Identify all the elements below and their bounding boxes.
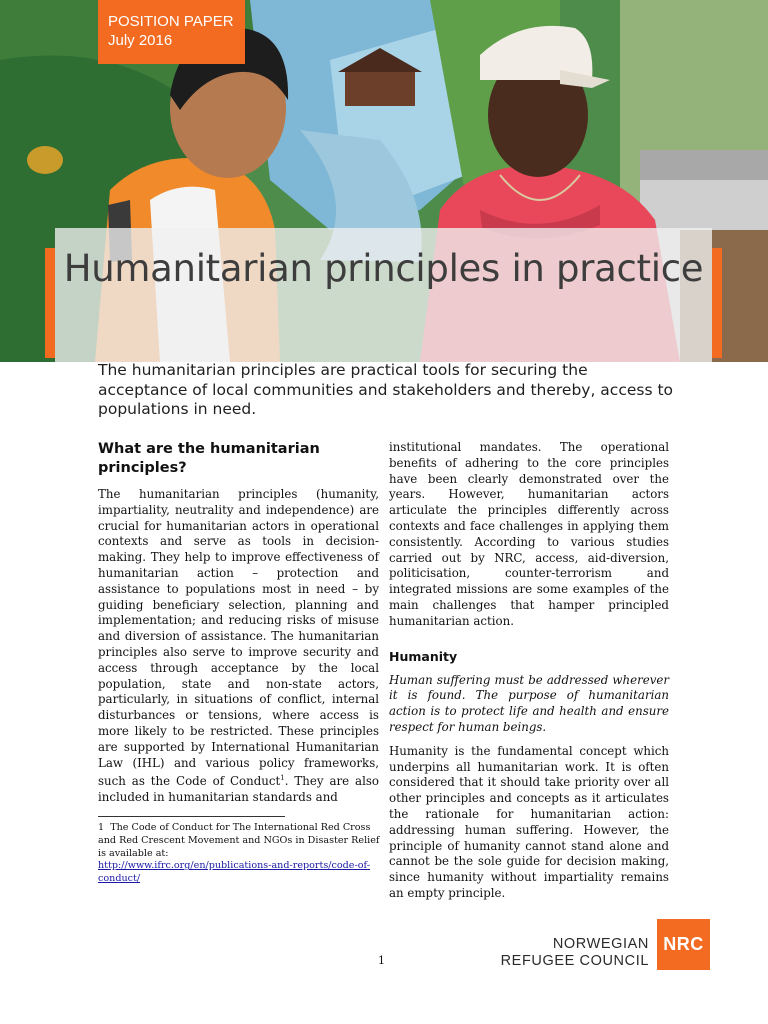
brand-name-line1: NORWEGIAN: [552, 936, 649, 952]
footnote-link[interactable]: http://www.ifrc.org/en/publications-and-reports/code-of-conduct/: [98, 860, 370, 885]
section-paragraph-continued: institutional mandates. The operational benefits of adhering to the core principles have been clearly demonstrated over the years. However, humanitarian actors articulate the principles differently across contexts and face challenges in applying them consistently. According to various studies carried out by NRC, access, aid-diversion, politicisation, counter-terrorism and integrated missions are some examples of the main challenges that hamper principled humanitarian action.: [389, 440, 669, 628]
right-column: [389, 440, 669, 902]
lead-paragraph: The humanitarian principles are practical tools for securing the acceptance of local communities and stakeholders and thereby, access to populations in need.: [98, 361, 674, 418]
humanity-section: [389, 649, 669, 902]
footnote-marker: 1: [98, 822, 105, 833]
doc-date-label: July 2016: [108, 32, 173, 49]
left-column: [98, 440, 379, 806]
title-accent-right: [712, 248, 722, 358]
paragraph-text-part2: . They are also included in humanitarian standards and: [98, 774, 379, 805]
brand-name-line2: REFUGEE COUNCIL: [500, 953, 649, 969]
section-paragraph-principles: [98, 487, 379, 806]
humanity-definition: Human suffering must be addressed wherever it is found. The purpose of humanitarian action is to protect life and health and ensure respect for human beings.: [389, 672, 669, 734]
footnote-divider: [98, 816, 285, 817]
paragraph-text-part1: The humanitarian principles (humanity, impartiality, neutrality and independence) are crucial for humanitarian actors in operational contexts and serve as tools in decision-making. They help to improve effectiveness of humanitarian action – protection and assistance to populations most in need – by guiding beneficiary selection, planning and implementation; and reducing risks of misuse and diversion of assistance. The humanitarian principles also serve to improve security and access through acceptance by the local population, state and non-state actors, particularly, in situations of conflict, internal disturbances or tensions, where access is more likely to be restricted. These principles are supported by International Humanitarian Law (IHL) and various policy frameworks, such as the Code of Conduct: [98, 487, 379, 789]
page-title: Humanitarian principles in practice: [63, 247, 704, 290]
footnote-text: The Code of Conduct for The International Red Cross and Red Crescent Movement and NGOs in Disaster Relief is available at:: [98, 822, 380, 859]
page-number: 1: [378, 954, 385, 967]
humanity-heading: Humanity: [389, 648, 458, 664]
title-accent-left: [45, 248, 55, 358]
doc-type-label: POSITION PAPER: [108, 13, 234, 30]
section-heading-principles: What are the humanitarian principles?: [98, 441, 320, 476]
footnote-ref[interactable]: 1: [280, 774, 285, 783]
position-paper-tag: [98, 0, 245, 64]
humanity-body: Humanity is the fundamental concept which underpins all humanitarian work. It is often considered that it should take priority over all other principles and concepts as it articulates the rationale for humanitarian action: addressing human suffering. However, the principle of humanity cannot stand alone and cannot be the sole guide for decision making, since humanity without impartiality remains an empty principle.: [389, 743, 669, 900]
footnote: [98, 822, 383, 886]
brand-name: [496, 936, 649, 970]
nrc-logo: NRC: [657, 919, 710, 970]
